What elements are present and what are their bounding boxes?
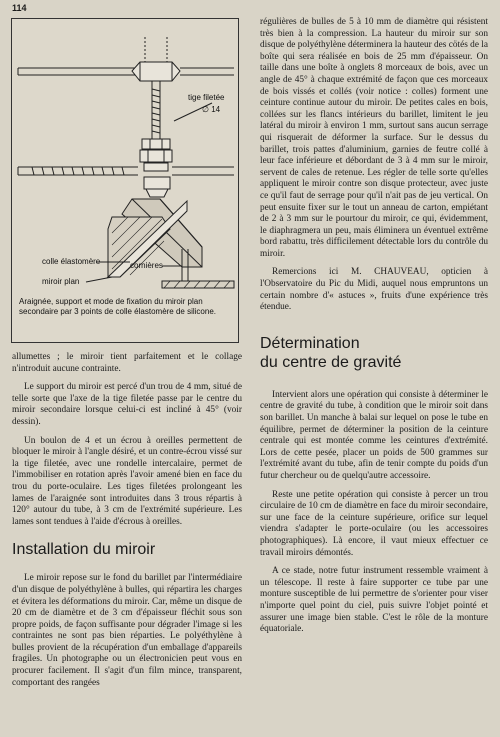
figure-box bbox=[11, 18, 239, 343]
label-miroir-plan: miroir plan bbox=[42, 277, 80, 286]
label-tige-filetee: tige filetée bbox=[188, 93, 225, 102]
heading-line: du centre de gravité bbox=[260, 353, 402, 371]
label-diameter: ∅ 14 bbox=[202, 105, 221, 114]
heading-line: Détermination bbox=[260, 334, 360, 352]
right-column bbox=[260, 17, 488, 643]
left-column bbox=[12, 352, 242, 696]
paragraph: Un boulon de 4 et un écrou à oreilles permettent de bloquer le miroir à l'angle désiré, et un contre-écrou vissé sur la tige filetée, avec une rondelle intercalaire, permet de l'immobiliser en rotation après l'avoir amené bien en face du trou du porte-oculaire. Les tiges filetées prolongeant les lames de l'araignée sont introduites dans 3 trous répartis à 120° autour du tube, à 3 cm de l'extrémité supérieure. Les lames sont tendues à l'aide d'écrous à oreilles. bbox=[12, 435, 242, 527]
paragraph: Remercions ici M. CHAUVEAU, opticien à l'Observatoire du Pic du Midi, auquel nous empruntons un certain nombre d'« astuces », fruits d'une expérience très étendue. bbox=[260, 267, 488, 313]
figure-caption: Araignée, support et mode de fixation du miroir plan secondaire par 3 points de colle élastomère de silicone. bbox=[19, 297, 217, 316]
intro-paragraph: allumettes ; le miroir tient parfaitement et le collage n'introduit aucune contrainte. bbox=[12, 352, 242, 374]
paragraph: Intervient alors une opération qui consiste à déterminer le centre de gravité du tube, à condition que le miroir soit dans son barillet. Un manche à balai sur lequel on pose le tube en équilibre, permet de déterminer la position de la ceinture centrale qui est montée comme les ceintures d'extrémité. Lors de cette pesée, placer un poids de 500 grammes sur l'extrémité avant du tube, afin de tenir compte du poids d'un futur chercheur ou de quelqu'autre accessoire. bbox=[260, 389, 488, 481]
paragraph: Le miroir repose sur le fond du barillet par l'intermédiaire d'un disque de polyéthylène à bulles, qui répartira les charges et évitera les déformations du miroir. Car, même un disque de 20 cm de diamètre et de 3 cm d'épaisseur fléchit sous son propre poids, de façon suffisante pour dégrader l'image si les contraintes ne sont pas bien réparties. Le polyéthylène à bulles provient de la récupération d'un emballage d'appareils fragiles. Un photographe ou un électronicien peut vous en procurer facilement. Il s'agit d'un film mince, transparent, comportant des rangées bbox=[12, 573, 242, 688]
section-heading-installation: Installation du miroir bbox=[12, 541, 156, 559]
paragraph: Reste une petite opération qui consiste à percer un trou circulaire de 10 cm de diamètre en face du miroir secondaire, sur une face de la ceinture supérieure, orifice sur lequel viendra s'adapter le porte-oculaire (ou les accessoires photographiques). Là encore, il vaut mieux effectuer ce travail miroirs démontés. bbox=[260, 489, 488, 558]
label-cornieres: cornières bbox=[130, 261, 163, 270]
paragraph: A ce stade, notre futur instrument ressemble vraiment à un télescope. Il reste à faire supporter ce tube par une monture susceptible de lui permettre de s'orienter pour viser n'importe quel point du ciel, puis suivre l'objet pointé et assurer une image bien stable. C'est le rôle de la monture équatoriale. bbox=[260, 566, 488, 635]
paragraph: Le support du miroir est percé d'un trou de 4 mm, situé de telle sorte que l'axe de la tige filetée passe par le centre du miroir secondaire lorsque celui-ci est incliné à 45° (voir dessin). bbox=[12, 382, 242, 427]
page-number: 114 bbox=[12, 3, 27, 13]
paragraph: régulières de bulles de 5 à 10 mm de diamètre qui résistent très bien à la compression. La hauteur du miroir sur son disque de polyéthylène déterminera la hauteur des cötés de la boîte qui sera réalisée en bois de 25 mm d'épaisseur. On taille dans une boîte à onglets 8 morceaux de bois, avec un angle de 45° à chaque extrémité de façon que ces morceaux de bois vissés et collés (voir notice : colles) forment une ceinture continue autour du miroir. De petites cales en bois, collées sur les flancs intérieurs du barillet, limitent le jeu latéral du miroir à environ 1 mm, surtout sans aucun serrage qui risquerait de déformer la surface. Sur le dessus du barillet, trois pattes d'aluminium, garnies de feutre collé à leur face inférieure et débordant de 3 à 4 mm sur le miroir, servent de cales de retenue. Les régler de telle sorte qu'elles appliquent le miroir contre son disque protecteur, avec juste ce qu'il faut de serrage pour qu'il n'ait pas de jeu vertical. On peut ensuite fixer sur le tout un anneau de carton, empiétant de 2 à 3 mm sur le pourtour du miroir, ce qui, évidemment, le diaphragmera un peu, mais éliminera un éventuel extrême bord rabattu, très difficilement détectable lors du contrôle du miroir. bbox=[260, 17, 488, 259]
label-colle-elastomere: colle élastomère bbox=[42, 257, 101, 266]
section-heading-centre-gravite bbox=[260, 334, 488, 372]
mirror-mount-drawing bbox=[12, 19, 240, 344]
